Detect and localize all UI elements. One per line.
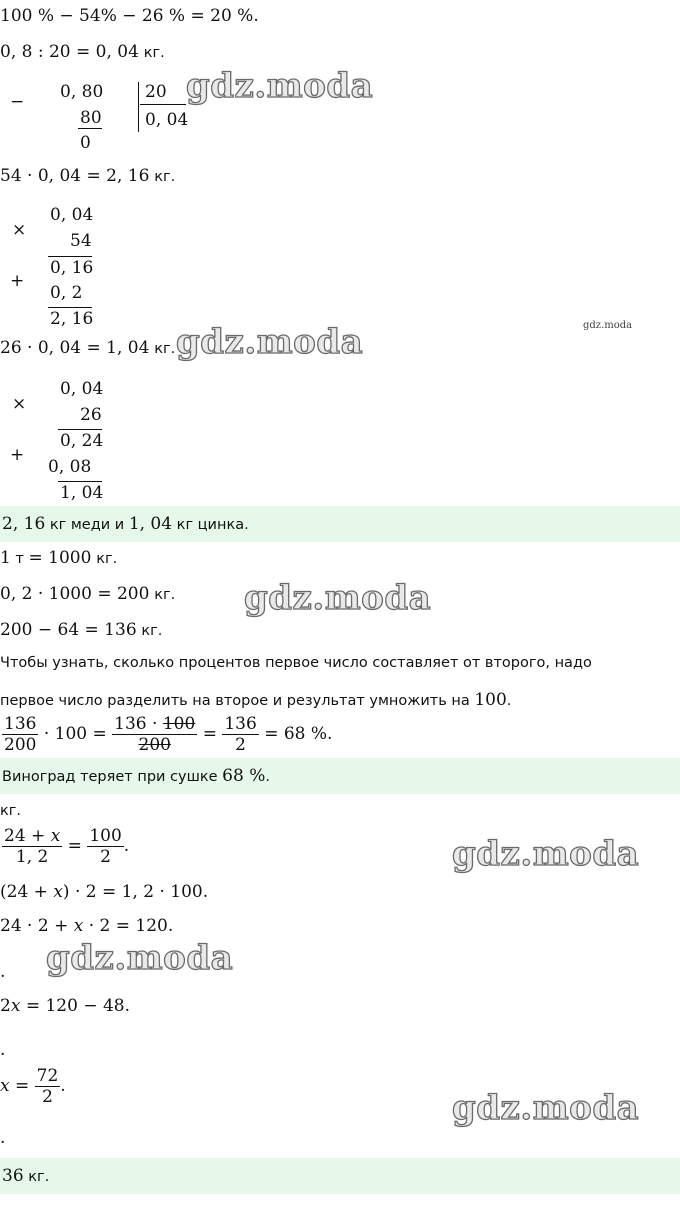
- watermark: gdz.moda: [244, 578, 432, 618]
- line-zinc: 26 · 0, 04 = 1, 04 кг.: [0, 338, 176, 358]
- mul2-times: ×: [12, 394, 27, 414]
- mul2-p2: 0, 08: [48, 457, 92, 477]
- mul1-times: ×: [12, 220, 27, 240]
- watermark: gdz.moda: [176, 322, 364, 362]
- mul2-rule1: [58, 429, 102, 430]
- watermark: gdz.moda: [452, 834, 640, 874]
- mul2-p1: 0, 24: [60, 431, 104, 451]
- equation-simplify: 2x = 120 − 48.: [0, 996, 131, 1016]
- line-loss: 200 − 64 = 136 кг.: [0, 620, 163, 640]
- div-quotient: 0, 04: [145, 110, 189, 130]
- equation-solve: x = $\frac{72}{2}$ .: [0, 1066, 66, 1107]
- dot-line: .: [0, 1040, 6, 1060]
- rule-text-2: первое число разделить на второе и результат умножить на 100.: [0, 690, 512, 710]
- watermark: gdz.moda: [46, 938, 234, 978]
- line-ton: 1 т = 1000 кг.: [0, 548, 118, 568]
- mul1-rule2: [48, 307, 92, 308]
- div-remainder: 0: [80, 133, 91, 153]
- answer-3: 36 кг.: [2, 1166, 50, 1186]
- mul2-rule2: [58, 481, 102, 482]
- div-operator: −: [10, 92, 25, 112]
- equation-cross-multiply: (24 + x) · 2 = 1, 2 · 100.: [0, 882, 209, 902]
- line-copper: 54 · 0, 04 = 2, 16 кг.: [0, 166, 176, 186]
- div-bracket: [138, 82, 139, 132]
- line-percent-calc: 100 % − 54% − 26 % = 20 %.: [0, 6, 259, 26]
- div-subtrahend: 80: [80, 108, 102, 128]
- mul2-a: 0, 04: [60, 379, 104, 399]
- mul2-result: 1, 04: [60, 483, 104, 503]
- div-sub-rule: [78, 128, 102, 129]
- line-kg: кг.: [0, 803, 21, 819]
- equation-proportion: $\frac{24 + x}{1, 2}$ = $\frac{100}{2}$ .: [4, 826, 130, 867]
- div-dividend: 0, 80: [60, 82, 104, 102]
- mul1-rule1: [48, 256, 92, 257]
- answer-band-3: [0, 1158, 680, 1194]
- mul1-p1: 0, 16: [50, 258, 94, 278]
- mul1-result: 2, 16: [50, 309, 94, 329]
- watermark: gdz.moda: [452, 1088, 640, 1128]
- percent-fraction-calc: $\frac{136}{200}$ · 100 = $\frac{136 \cdot 100}{200}$ = $\frac{136}{2}$ = 68 %.: [4, 714, 333, 755]
- dot-line: .: [0, 962, 6, 982]
- watermark: gdz.moda: [186, 66, 374, 106]
- equation-expand: 24 · 2 + x · 2 = 120.: [0, 916, 174, 936]
- watermark-small: gdz.moda: [583, 320, 633, 331]
- line-division: 0, 8 : 20 = 0, 04 кг.: [0, 42, 165, 62]
- line-fresh-mass: 0, 2 · 1000 = 200 кг.: [0, 584, 176, 604]
- mul2-b: 26: [80, 405, 102, 425]
- answer-2: Виноград теряет при сушке 68 %.: [2, 766, 270, 786]
- mul2-plus: +: [10, 445, 25, 465]
- div-divisor-rule: [140, 104, 186, 105]
- mul1-a: 0, 04: [50, 205, 94, 225]
- answer-1: 2, 16 кг меди и 1, 04 кг цинка.: [2, 514, 249, 534]
- mul1-p2: 0, 2: [50, 283, 83, 303]
- mul1-b: 54: [70, 231, 92, 251]
- dot-line: .: [0, 1128, 6, 1148]
- div-divisor: 20: [145, 82, 167, 102]
- mul1-plus: +: [10, 271, 25, 291]
- rule-text-1: Чтобы узнать, сколько процентов первое число составляет от второго, надо: [0, 655, 592, 671]
